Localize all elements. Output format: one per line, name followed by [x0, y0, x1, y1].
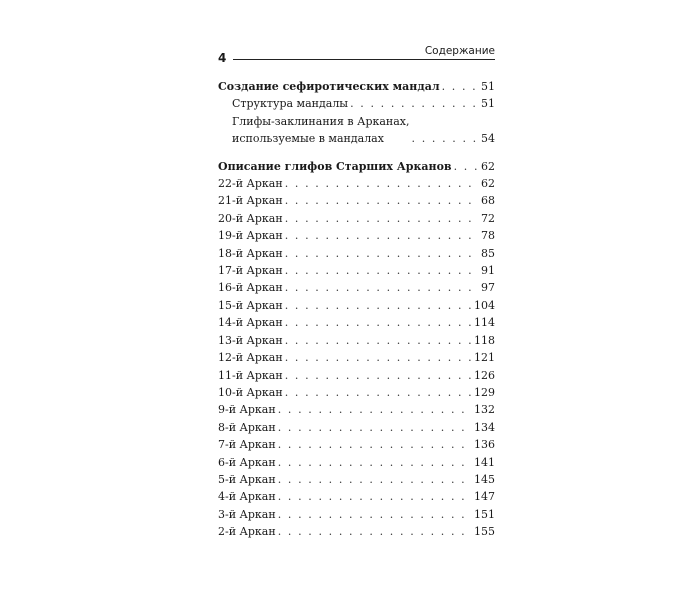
toc-entry — [218, 367, 495, 384]
toc-entry-title: 6-й Аркан — [218, 455, 276, 469]
toc-entry-title: 9-й Аркан — [218, 403, 276, 417]
toc-entry-page: 54 — [481, 132, 495, 146]
toc-leader-dots — [454, 158, 479, 175]
toc-leader-dots — [278, 488, 472, 505]
table-of-contents — [218, 78, 495, 541]
toc-leader-dots — [278, 523, 472, 540]
toc-entry-page: 78 — [481, 229, 495, 243]
toc-entry — [218, 419, 495, 436]
toc-entry — [218, 471, 495, 488]
toc-leader-dots — [278, 436, 472, 453]
toc-section-mandalas — [218, 78, 495, 95]
toc-entry-page: 62 — [481, 177, 495, 191]
toc-entry — [218, 506, 495, 523]
toc-entry-page: 91 — [481, 264, 495, 278]
toc-entry-page: 129 — [474, 385, 495, 399]
toc-entry — [218, 245, 495, 262]
toc-entry-page: 134 — [474, 420, 495, 434]
toc-entry-page: 126 — [474, 368, 495, 382]
toc-leader-dots — [350, 95, 479, 112]
toc-entry-title: Структура мандалы — [232, 97, 349, 111]
toc-leader-dots — [278, 401, 472, 418]
running-head: Содержание — [424, 45, 495, 57]
toc-entry-page: 132 — [474, 403, 495, 417]
toc-entry-title: 2-й Аркан — [218, 525, 276, 539]
toc-entry-title: Описание глифов Старших Арканов — [218, 159, 452, 173]
toc-entry-page: 114 — [474, 316, 495, 330]
toc-entry-title: 19-й Аркан — [218, 229, 283, 243]
toc-section-major-arcana — [218, 158, 495, 175]
toc-leader-dots — [412, 130, 479, 147]
toc-leader-dots — [278, 506, 472, 523]
toc-entry-title: 18-й Аркан — [218, 246, 283, 260]
toc-leader-dots — [285, 384, 472, 401]
toc-entry-page: 151 — [474, 507, 495, 521]
toc-entry-title: 8-й Аркан — [218, 420, 276, 434]
toc-leader-dots — [285, 332, 472, 349]
toc-leader-dots — [285, 297, 472, 314]
toc-entry — [218, 436, 495, 453]
toc-leader-dots — [442, 78, 479, 95]
toc-entry-page: 51 — [481, 80, 495, 93]
toc-entry-title: 7-й Аркан — [218, 438, 276, 452]
toc-entry-title: 5-й Аркан — [218, 472, 276, 486]
toc-entry-page: 104 — [474, 298, 495, 312]
toc-entry-title: 14-й Аркан — [218, 316, 283, 330]
toc-leader-dots — [278, 471, 472, 488]
toc-entry-page: 72 — [481, 211, 495, 225]
toc-entry-title: 10-й Аркан — [218, 385, 283, 399]
toc-entry-title: 20-й Аркан — [218, 211, 283, 225]
toc-entry-title: 16-й Аркан — [218, 281, 283, 295]
toc-leader-dots — [278, 454, 472, 471]
toc-entry — [218, 488, 495, 505]
toc-entry-title: 22-й Аркан — [218, 177, 283, 191]
toc-entry — [218, 262, 495, 279]
toc-entry — [218, 523, 495, 540]
section-spacer — [218, 148, 495, 158]
toc-entry-page: 97 — [481, 281, 495, 295]
toc-leader-dots — [278, 419, 472, 436]
toc-leader-dots — [285, 245, 479, 262]
toc-entry — [218, 95, 495, 112]
toc-entry — [218, 454, 495, 471]
toc-entry — [218, 314, 495, 331]
toc-leader-dots — [285, 367, 472, 384]
toc-leader-dots — [285, 192, 479, 209]
toc-entry — [218, 227, 495, 244]
page-number: 4 — [218, 51, 227, 65]
toc-entry-page: 141 — [474, 455, 495, 469]
toc-entry-title: 4-й Аркан — [218, 490, 276, 504]
toc-entry-title: Глифы-заклинания в Арканах, используемые в мандалах — [232, 114, 410, 146]
toc-entry-page: 118 — [474, 333, 495, 347]
toc-leader-dots — [285, 262, 479, 279]
toc-entry-page: 51 — [481, 97, 495, 111]
toc-leader-dots — [285, 175, 479, 192]
toc-entry — [218, 210, 495, 227]
toc-entry-page: 147 — [474, 490, 495, 504]
toc-entry — [218, 349, 495, 366]
toc-entry-title: 11-й Аркан — [218, 368, 283, 382]
toc-leader-dots — [285, 314, 472, 331]
toc-entry — [218, 384, 495, 401]
toc-entry-title: 12-й Аркан — [218, 351, 283, 365]
header-rule — [233, 59, 495, 60]
toc-entry-page: 136 — [474, 438, 495, 452]
toc-entry-page: 68 — [481, 194, 495, 208]
toc-entry — [218, 113, 495, 148]
toc-leader-dots — [285, 349, 472, 366]
toc-entry — [218, 175, 495, 192]
toc-entry-page: 121 — [474, 351, 495, 365]
toc-entry-title: 17-й Аркан — [218, 264, 283, 278]
toc-leader-dots — [285, 279, 479, 296]
toc-entry-page: 155 — [474, 525, 495, 539]
toc-leader-dots — [285, 210, 479, 227]
toc-entry-title: 15-й Аркан — [218, 298, 283, 312]
toc-entry — [218, 332, 495, 349]
toc-entry — [218, 192, 495, 209]
toc-entry-title: Создание сефиротических мандал — [218, 80, 440, 93]
toc-entry-page: 62 — [481, 159, 495, 173]
toc-entry — [218, 297, 495, 314]
toc-entry-title: 21-й Аркан — [218, 194, 283, 208]
toc-leader-dots — [285, 227, 479, 244]
toc-entry — [218, 401, 495, 418]
toc-entry-page: 145 — [474, 472, 495, 486]
toc-entry — [218, 279, 495, 296]
toc-entry-page: 85 — [481, 246, 495, 260]
toc-entry-title: 13-й Аркан — [218, 333, 283, 347]
toc-entry-title: 3-й Аркан — [218, 507, 276, 521]
